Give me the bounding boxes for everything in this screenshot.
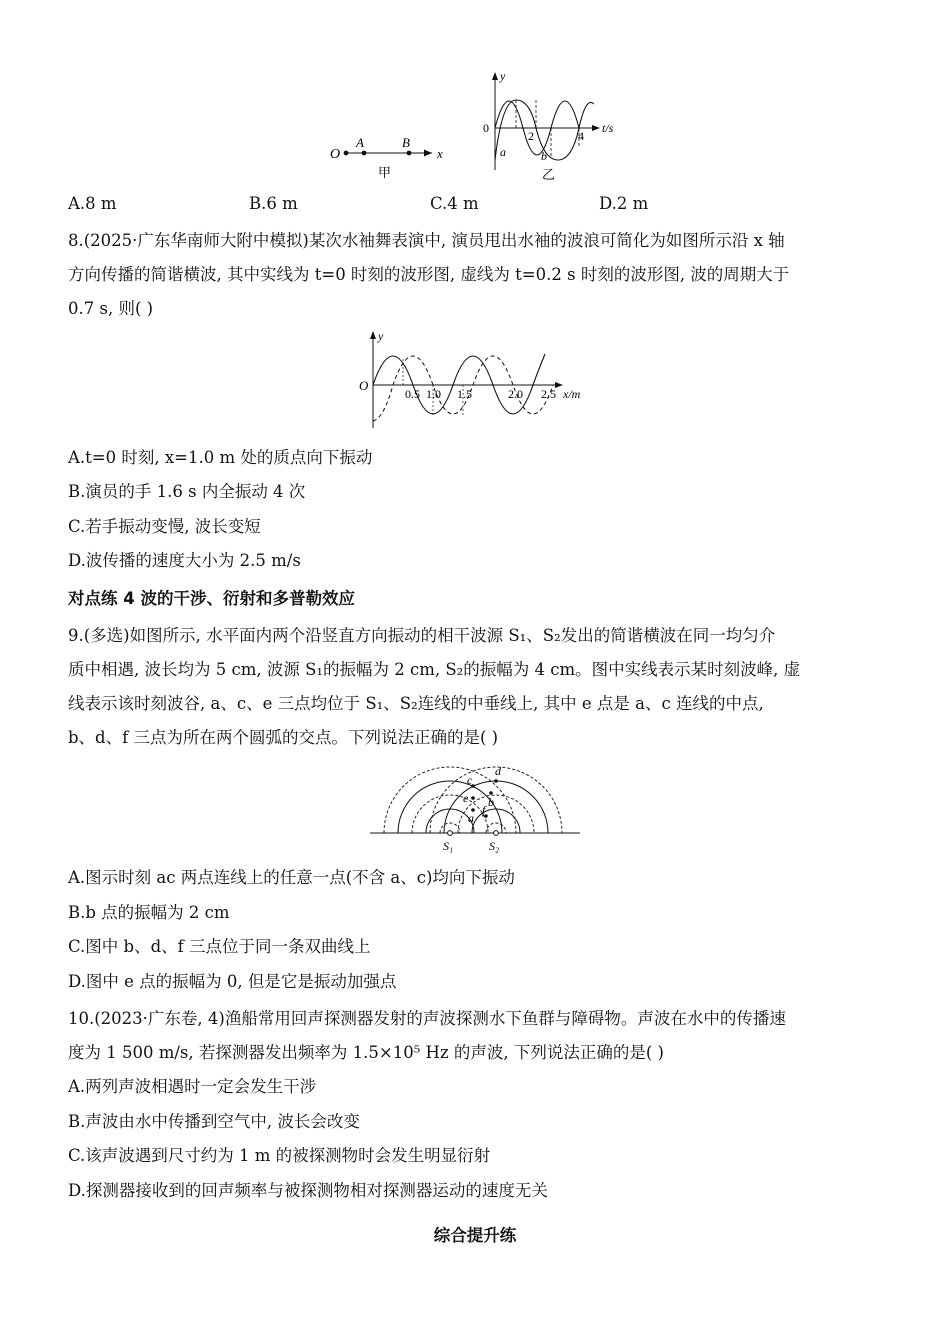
q8-option-d[interactable]: D.波传播的速度大小为 2.5 m/s bbox=[68, 551, 301, 570]
yi-label-b: b bbox=[541, 149, 547, 163]
q10-stem-line-1: 10.(2023·广东卷, 4)渔船常用回声探测器发射的声波探测水下鱼群与障碍物。声波在水中的传播速 bbox=[68, 1009, 786, 1028]
yi-y-arrow bbox=[492, 72, 498, 80]
q9-stem-line-2: 质中相遇, 波长均为 5 cm, 波源 S₁的振幅为 2 cm, S₂的振幅为 4 cm。图中实线表示某时刻波峰, 虚 bbox=[68, 660, 801, 679]
q8-stem-line-1: 8.(2025·广东华南师大附中模拟)某次水袖舞表演中, 演员甩出水袖的波浪可简化为如图所示沿 x 轴 bbox=[68, 231, 785, 250]
figure-8-wave-graph bbox=[355, 328, 600, 433]
f8-tick-0-5: 0.5 bbox=[405, 387, 420, 401]
yi-label-a: a bbox=[500, 145, 506, 159]
jia-axis-label: x bbox=[437, 146, 443, 161]
q7-option-d[interactable]: D.2 m bbox=[599, 194, 649, 213]
jia-caption: 甲 bbox=[378, 165, 392, 180]
f9-label-e: e bbox=[463, 791, 469, 805]
q9-option-b[interactable]: B.b 点的振幅为 2 cm bbox=[68, 903, 230, 922]
f9-label-a: a bbox=[468, 811, 474, 825]
yi-t-label: t/s bbox=[602, 121, 614, 135]
q8-stem-line-3: 0.7 s, 则( ) bbox=[68, 299, 154, 318]
jia-point-a bbox=[362, 151, 367, 156]
q10-option-b[interactable]: B.声波由水中传播到空气中, 波长会改变 bbox=[68, 1112, 360, 1131]
q10-option-c[interactable]: C.该声波遇到尺寸约为 1 m 的被探测物时会发生明显衍射 bbox=[68, 1146, 491, 1165]
figure-7-yi bbox=[478, 70, 638, 185]
f9-label-d: d bbox=[495, 764, 501, 778]
f8-origin-label: O bbox=[359, 378, 369, 393]
q7-option-a[interactable]: A.8 m bbox=[68, 194, 117, 213]
figure-9-interference bbox=[368, 758, 583, 858]
jia-origin-label: O bbox=[330, 147, 341, 162]
f9-point-d bbox=[494, 779, 498, 783]
f8-tick-2-0: 2.0 bbox=[508, 387, 523, 401]
q10-stem-line-2: 度为 1 500 m/s, 若探测器发出频率为 1.5×10⁵ Hz 的声波, 下列说法正确的是( ) bbox=[68, 1043, 664, 1062]
q9-stem-line-1: 9.(多选)如图所示, 水平面内两个沿竖直方向振动的相干波源 S₁、S₂发出的简谐横波在同一均匀介 bbox=[68, 626, 776, 645]
f8-x-arrow bbox=[555, 382, 563, 388]
q8-stem-line-2: 方向传播的简谐横波, 其中实线为 t=0 时刻的波形图, 虚线为 t=0.2 s 时刻的波形图, 波的周期大于 bbox=[68, 265, 790, 284]
f9-label-c: c bbox=[467, 773, 473, 787]
q9-option-a[interactable]: A.图示时刻 ac 两点连线上的任意一点(不含 a、c)均向下振动 bbox=[68, 868, 515, 887]
f9-label-b: b bbox=[488, 795, 494, 809]
f8-tick-1-5: 1.5 bbox=[457, 387, 472, 401]
f9-s1-crests bbox=[398, 781, 502, 833]
f8-solid-wave bbox=[373, 354, 545, 414]
figure-7-jia bbox=[320, 128, 450, 188]
f8-tick-1-0: 1.0 bbox=[426, 387, 441, 401]
f9-label-f: f bbox=[482, 803, 486, 817]
yi-t-arrow bbox=[592, 125, 600, 131]
yi-caption: 乙 bbox=[542, 167, 556, 182]
section-final-title: 综合提升练 bbox=[433, 1226, 517, 1245]
jia-arrow bbox=[424, 150, 432, 157]
f9-label-s1: S₁ bbox=[443, 839, 454, 853]
section-4-title: 对点练 4 波的干涉、衍射和多普勒效应 bbox=[68, 589, 355, 608]
q8-option-c[interactable]: C.若手振动变慢, 波长变短 bbox=[68, 517, 261, 536]
q10-option-d[interactable]: D.探测器接收到的回声频率与被探测物相对探测器运动的速度无关 bbox=[68, 1181, 548, 1200]
q7-option-c[interactable]: C.4 m bbox=[430, 194, 479, 213]
jia-label-a: A bbox=[356, 135, 364, 150]
yi-tick-2: 2 bbox=[528, 129, 534, 143]
yi-origin-label: 0 bbox=[483, 121, 489, 135]
f9-s2-crests bbox=[444, 781, 548, 833]
f8-y-label: y bbox=[378, 329, 384, 343]
f8-tick-2-5: 2.5 bbox=[541, 387, 556, 401]
q10-option-a[interactable]: A.两列声波相遇时一定会发生干涉 bbox=[68, 1077, 317, 1096]
f8-x-label: x/m bbox=[563, 387, 581, 401]
jia-label-b: B bbox=[402, 135, 410, 150]
q8-option-b[interactable]: B.演员的手 1.6 s 内全振动 4 次 bbox=[68, 482, 306, 501]
f9-source-s1 bbox=[448, 831, 453, 836]
q9-option-c[interactable]: C.图中 b、d、f 三点位于同一条双曲线上 bbox=[68, 937, 371, 956]
yi-tick-4: 4 bbox=[578, 129, 584, 143]
f9-source-s2 bbox=[494, 831, 499, 836]
f8-y-arrow bbox=[370, 331, 376, 339]
q9-option-d[interactable]: D.图中 e 点的振幅为 0, 但是它是振动加强点 bbox=[68, 972, 397, 991]
q7-option-b[interactable]: B.6 m bbox=[249, 194, 298, 213]
q8-option-a[interactable]: A.t=0 时刻, x=1.0 m 处的质点向下振动 bbox=[68, 448, 373, 467]
yi-y-label: y bbox=[500, 69, 506, 83]
jia-point-b bbox=[407, 151, 412, 156]
q9-stem-line-3: 线表示该时刻波谷, a、c、e 三点均位于 S₁、S₂连线的中垂线上, 其中 e 点是 a、c 连线的中点, bbox=[68, 694, 764, 713]
f9-label-s2: S₂ bbox=[489, 839, 500, 853]
f9-point-e bbox=[471, 796, 475, 800]
q9-stem-line-4: b、d、f 三点为所在两个圆弧的交点。下列说法正确的是( ) bbox=[68, 728, 499, 747]
